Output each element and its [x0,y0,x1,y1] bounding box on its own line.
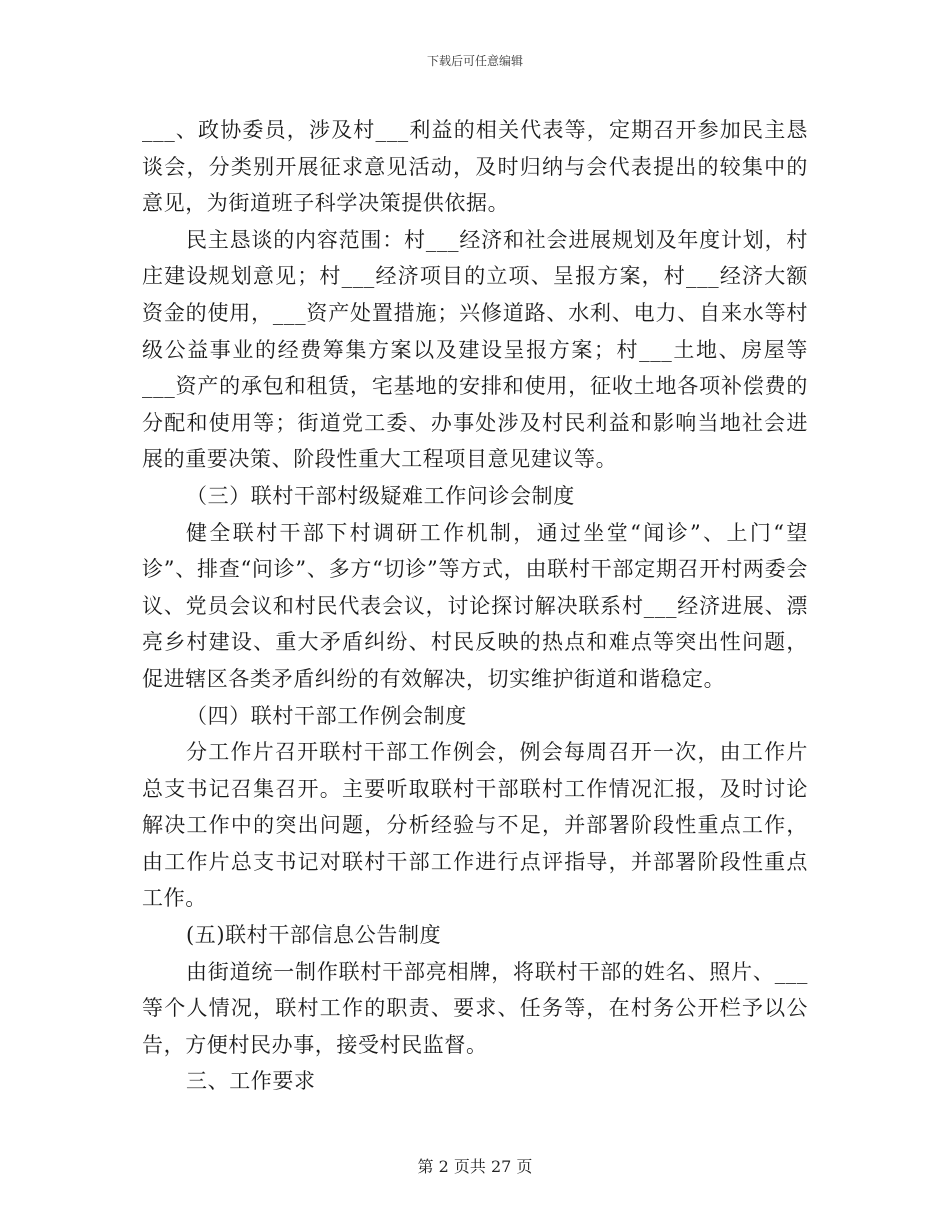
document-body [142,112,808,1100]
body-paragraph: 分工作片召开联村干部工作例会，例会每周召开一次，由工作片总支书记召集召开。主要听取联村干部联村工作情况汇报，及时讨论解决工作中的突出问题，分析经验与不足，并部署阶段性重点工作，由工作片总支书记对联村干部工作进行点评指导，并部署阶段性重点工作。 [142,740,808,911]
body-paragraph: ___、政协委员，涉及村___利益的相关代表等，定期召开参加民主恳谈会，分类别开展征求意见活动，及时归纳与会代表提出的较集中的意见，为街道班子科学决策提供依据。 [142,118,808,216]
body-paragraph: 民主恳谈的内容范围：村___经济和社会进展规划及年度计划，村庄建设规划意见；村___经济项目的立项、呈报方案，村___经济大额资金的使用，___资产处置措施；兴修道路、水利、电力、自来水等村级公益事业的经费筹集方案以及建设呈报方案；村___土地、房屋等___资产的承包和租赁，宅基地的安排和使用，征收土地各项补偿费的分配和使用等；街道党工委、办事处涉及村民利益和影响当地社会进展的重要决策、阶段性重大工程项目意见建议等。 [142,227,808,472]
section-heading: 三、工作要求 [186,1069,316,1094]
body-paragraph: 健全联村干部下村调研工作机制，通过坐堂“闻诊”、上门“望诊”、排查“问诊”、多方“切诊”等方式，由联村干部定期召开村两委会议、党员会议和村民代表会议，讨论探讨解决联系村___经济进展、漂亮乡村建设、重大矛盾纠纷、村民反映的热点和难点等突出性问题，促进辖区各类矛盾纠纷的有效解决，切实维护街道和谐稳定。 [142,520,808,691]
section-heading: （四）联村干部工作例会制度 [186,703,467,728]
section-heading: (五)联村干部信息公告制度 [186,923,442,948]
body-paragraph: 由街道统一制作联村干部亮相牌，将联村干部的姓名、照片、___等个人情况，联村工作的职责、要求、任务等，在村务公开栏予以公告，方便村民办事，接受村民监督。 [142,959,808,1057]
section-heading: （三）联村干部村级疑难工作问诊会制度 [186,483,575,508]
page-header: 下载后可任意编辑 [426,54,523,68]
page-footer: 第 2 页共 27 页 [417,1157,533,1176]
